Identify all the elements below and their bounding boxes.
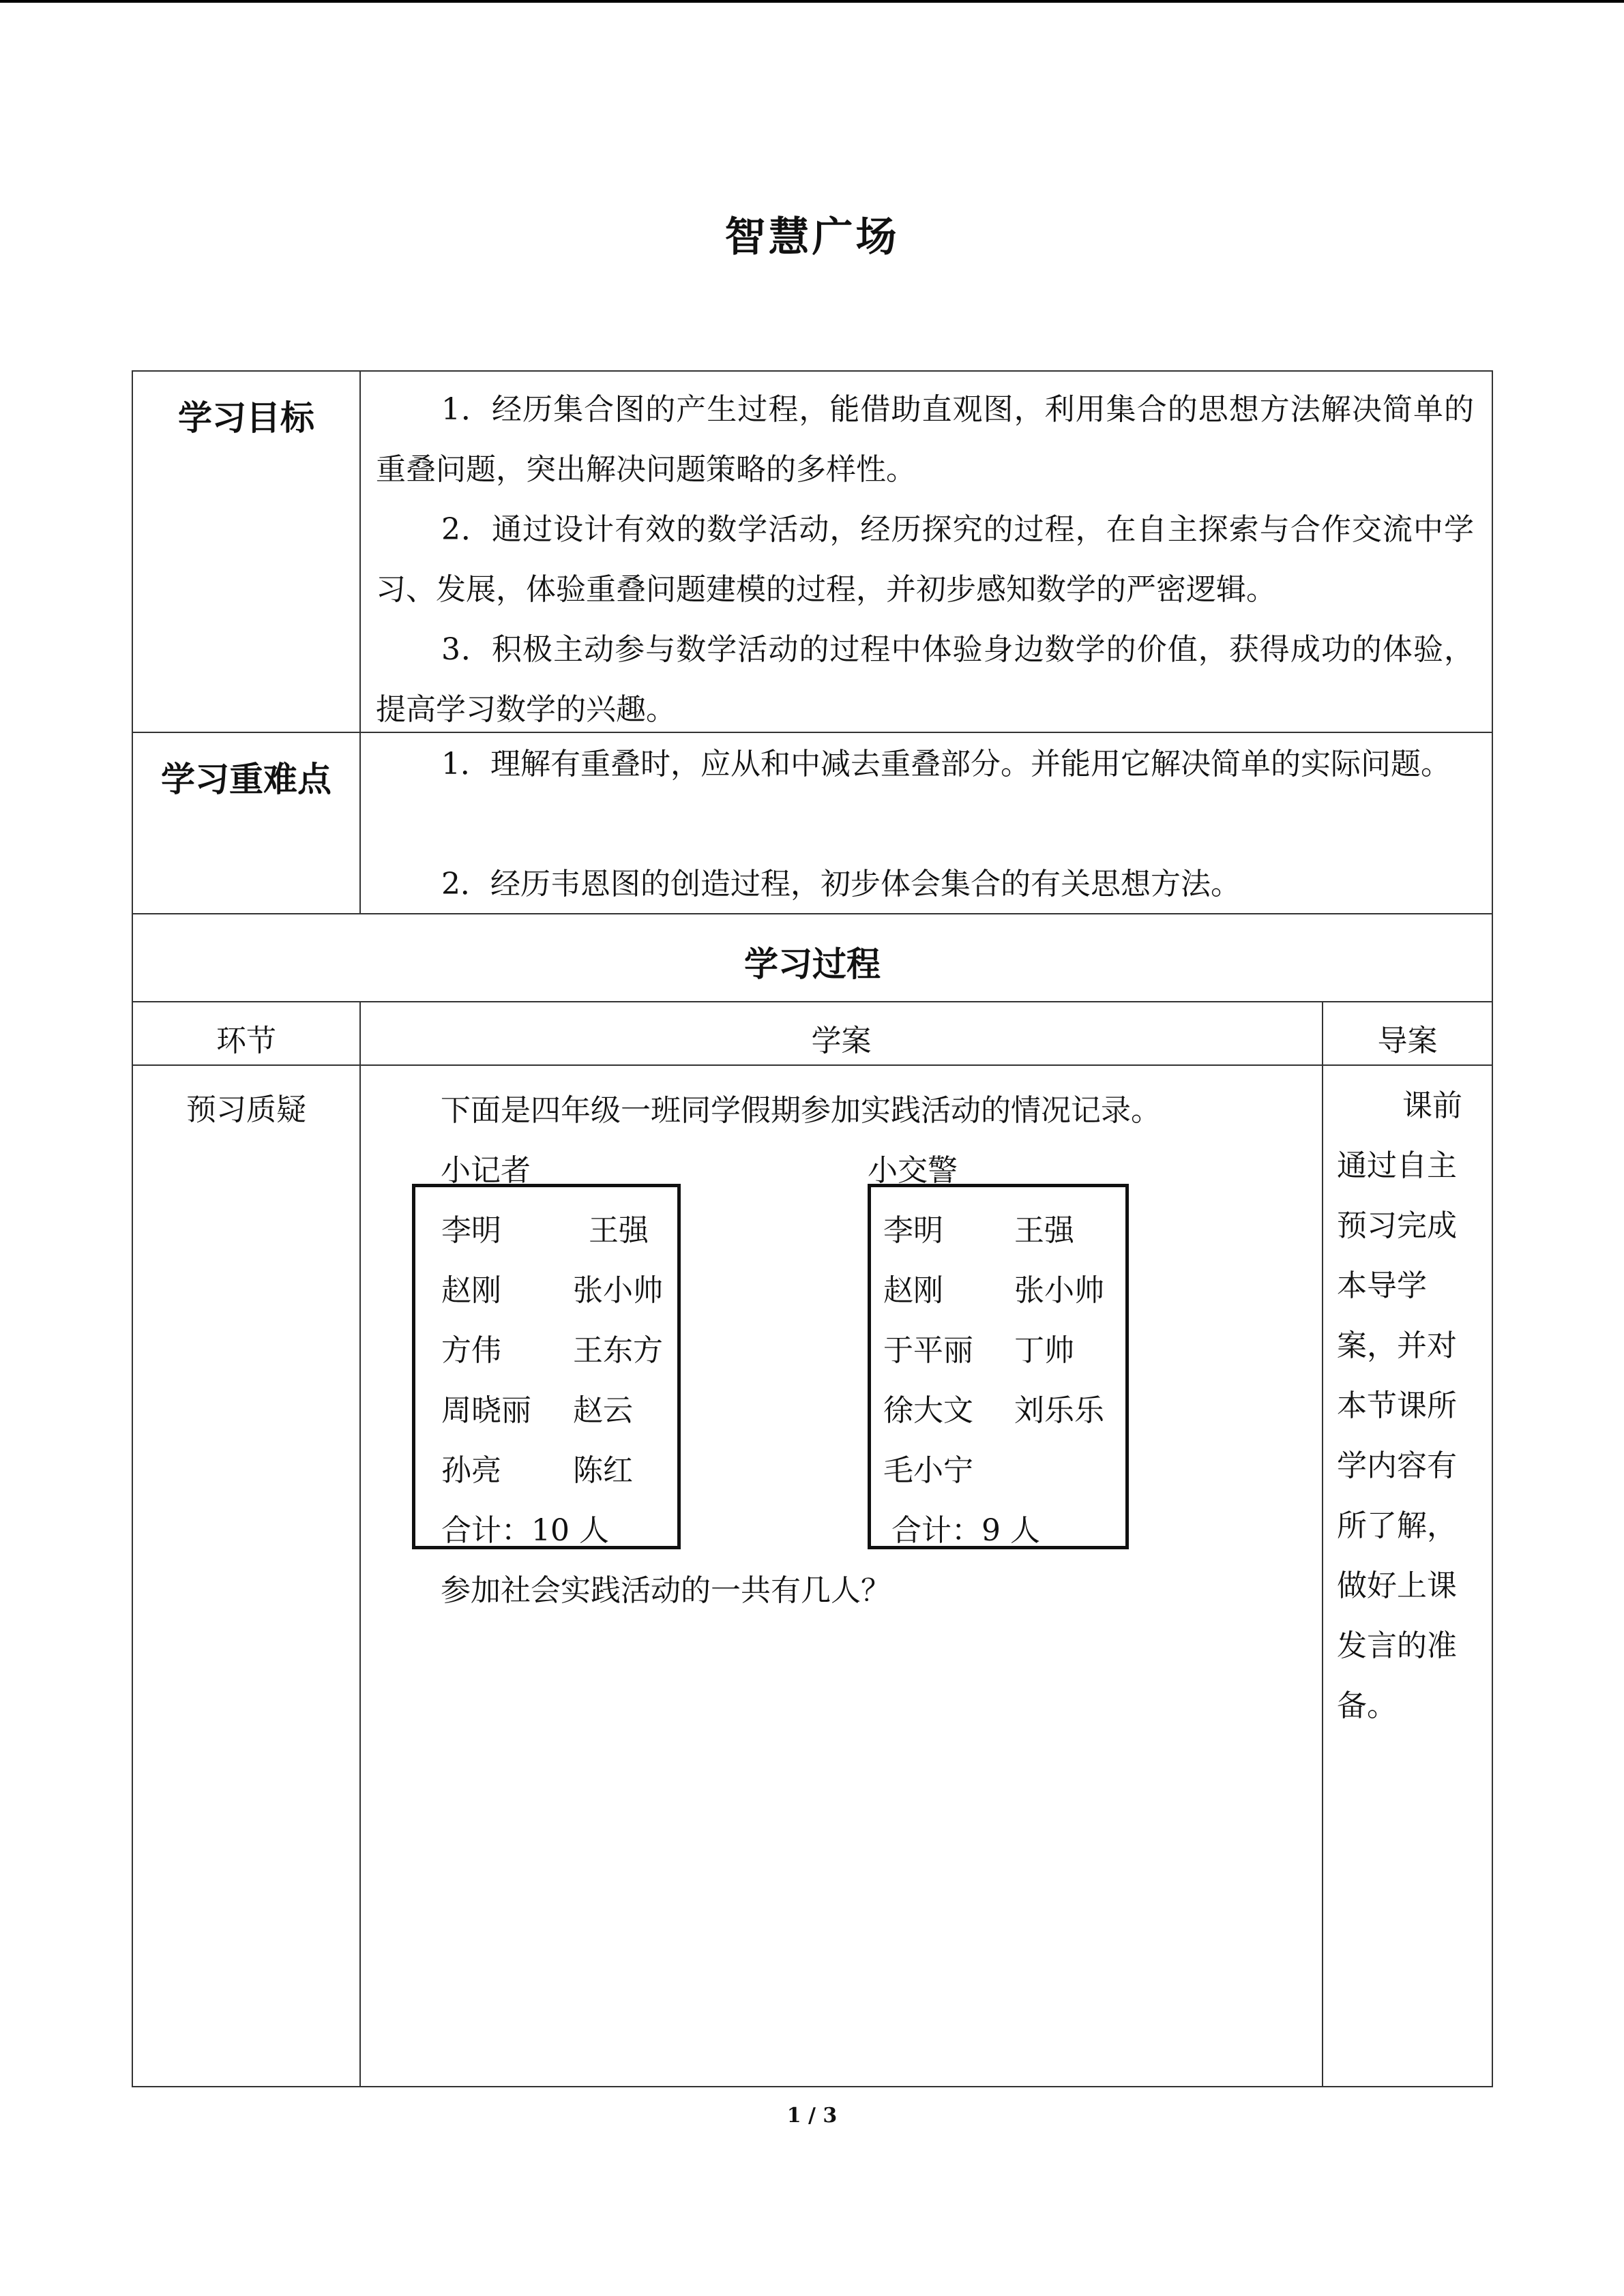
group-b-name: 于平丽 [883, 1333, 973, 1368]
goal-item-3: 3．积极主动参与数学活动的过程中体验身边数学的价值，获得成功的体验，提高学习数学的兴趣。 [376, 632, 1474, 727]
header-guide: 导案 [1377, 1024, 1438, 1058]
process-heading-cell [132, 913, 1493, 1002]
goals-content-cell [359, 370, 1493, 733]
stage-label: 预习质疑 [186, 1092, 306, 1127]
goal-item-2: 2．通过设计有效的数学活动，经历探究的过程，在自主探索与合作交流中学习、发展，体验重叠问题建模的过程，并初步感知数学的严密逻辑。 [376, 512, 1474, 607]
group-a-name: 李明 [441, 1213, 501, 1248]
keypoint-item-1: 1．理解有重叠时，应从和中减去重叠部分。并能用它解决简单的实际问题。 [441, 747, 1451, 781]
goal-item-1: 1．经历集合图的产生过程，能借助直观图，利用集合的思想方法解决简单的重叠问题，突出解决问题策略的多样性。 [376, 392, 1474, 487]
group-a-name: 张小帅 [573, 1273, 663, 1308]
group-b-name: 张小帅 [1014, 1273, 1104, 1308]
goals-label: 学习目标 [178, 398, 314, 438]
group-a-title: 小记者 [441, 1153, 531, 1188]
header-stage: 环节 [216, 1024, 276, 1058]
group-a-name: 陈红 [573, 1453, 633, 1488]
group-b-name: 李明 [883, 1213, 943, 1248]
group-b-name: 徐大文 [883, 1393, 973, 1428]
group-a-name: 王强 [589, 1213, 649, 1248]
group-b-name: 毛小宁 [883, 1453, 973, 1488]
activity-intro: 下面是四年级一班同学假期参加实践活动的情况记录。 [441, 1093, 1161, 1128]
header-study-cell [359, 1001, 1323, 1066]
group-a-name: 方伟 [441, 1333, 501, 1368]
group-a-name: 赵刚 [441, 1273, 501, 1308]
group-b-name: 丁帅 [1014, 1333, 1074, 1368]
group-b-name: 赵刚 [883, 1273, 943, 1308]
keypoints-label: 学习重难点 [161, 760, 331, 799]
question-text: 参加社会实践活动的一共有几人？ [441, 1573, 891, 1608]
page-number: 1 / 3 [786, 2104, 838, 2128]
guide-text: 课前通过自主预习完成本导学案，并对本节课所学内容有所了解，做好上课发言的准备。 [1337, 1088, 1462, 1723]
group-a-name: 赵云 [573, 1393, 633, 1428]
group-b-title: 小交警 [868, 1153, 958, 1188]
group-a-name: 周晓丽 [441, 1393, 531, 1428]
group-a-total: 合计：10 人 [441, 1513, 609, 1548]
keypoints-label-cell [132, 732, 361, 914]
header-stage-cell [132, 1001, 361, 1066]
group-a-name: 孙亮 [441, 1453, 501, 1488]
process-heading: 学习过程 [744, 944, 881, 984]
header-guide-cell [1322, 1001, 1493, 1066]
group-a-name: 王东方 [573, 1333, 663, 1368]
header-study: 学案 [811, 1024, 872, 1058]
group-b-total: 合计：9 人 [891, 1513, 1040, 1548]
keypoints-content-cell [359, 732, 1493, 914]
goals-label-cell [132, 370, 361, 733]
top-border [0, 0, 1624, 3]
group-b-name: 刘乐乐 [1014, 1393, 1104, 1428]
group-b-name: 王强 [1014, 1213, 1074, 1248]
stage-cell [132, 1064, 361, 2087]
keypoint-item-2: 2．经历韦恩图的创造过程，初步体会集合的有关思想方法。 [441, 867, 1241, 901]
page-title: 智慧广场 [724, 213, 900, 261]
